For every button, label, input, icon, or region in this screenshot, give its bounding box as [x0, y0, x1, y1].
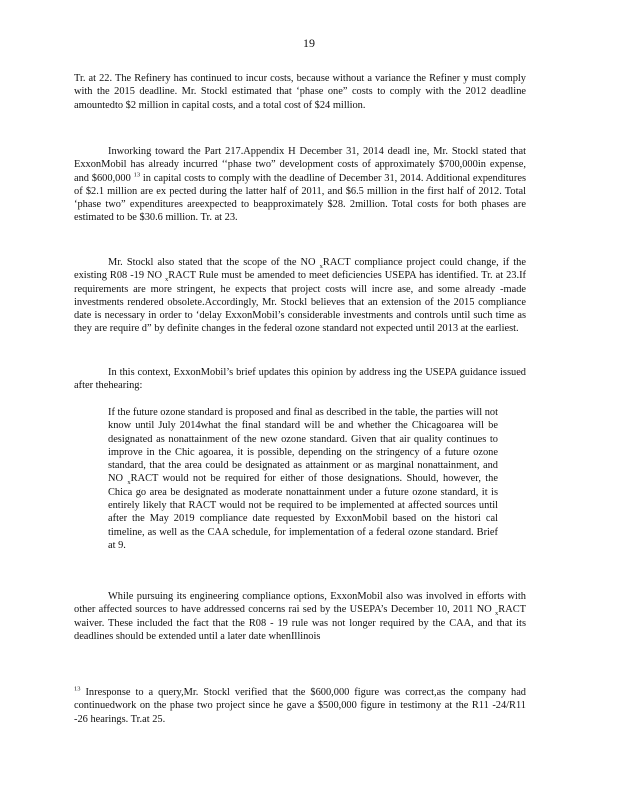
- subscript-x: x: [127, 479, 131, 487]
- paragraph-3-text-b: RACT compliance project could change, if the existing R08 -19 NO: [74, 257, 526, 282]
- paragraph-4: [74, 366, 526, 393]
- subscript-x: x: [495, 610, 499, 618]
- footnote-ref-13: 13: [133, 171, 141, 179]
- paragraph-3: [74, 256, 526, 336]
- paragraph-4-text: In this context, ExxonMobil’s brief updates this opinion by address ing the USEPA guidance issued after thehearing:: [74, 367, 526, 392]
- block-quote-text-b: RACT would not be required for either of those designations. Should, however, the Chica go area be designated as moderate nonattainment under a future ozone standard, it is entirely likely that RACT would not be required to be implemented at affected sources until after the May 2019 compliance date requested by ExxonMobil based on the histori cal timeline, as well as the CAA schedule, for implementation of a federal ozone standard. Brief at 9.: [108, 473, 498, 551]
- footnote-text: Inresponse to a query,Mr. Stockl verified that the $600,000 figure was correct,as the company had continuedwork on the phase two project since he gave a $500,000 figure in testimony at the R11 -24/R11 -26 hearings. Tr.at 25.: [74, 687, 526, 725]
- paragraph-5-text-a: While pursuing its engineering compliance options, ExxonMobil also was involved in efforts with other affected sources to have addressed concerns rai sed by the USEPA’s December 10, 2011 NO: [74, 591, 526, 616]
- subscript-x: x: [165, 276, 169, 284]
- paragraph-2-text-b: in capital costs to comply with the deadline of December 31, 2014. Additional expenditures of $2.1 million are ex pected during the latter half of 2011, and $6.5 million in the first half of 2012. Total ‘phase two” expenditures areexpected to beapproximately $28. 2million. Total costs for both phases are estimated to be $30.6 million. Tr. at 23.: [74, 172, 526, 224]
- paragraph-5-text-b: RACT waiver. These included the fact that the R08 - 19 rule was not longer required by the CAA, and that its deadlines should be extended until a later date whenIllinois: [74, 604, 526, 642]
- block-quote: [108, 406, 498, 552]
- paragraph-2-text-a: Inworking toward the Part 217.Appendix H December 31, 2014 deadl ine, Mr. Stockl stated that ExxonMobil has already incurred ‘‘phase two” development costs of approximately $700,000in expense, and $600,000: [74, 146, 526, 184]
- footnote-13: [74, 686, 526, 726]
- block-quote-text-a: If the future ozone standard is proposed and final as described in the table, the parties will not know until July 2014what the final standard will be and whether the Chicagoarea will be designated as nonattainment of the new ozone standard. Given that air quality continues to improve in the Chic agoarea, it is possible, depending on the stringency of a future ozone standard, that the area could be designated as attainment or as marginal nonattainment, and NO: [108, 407, 498, 485]
- page-number: 19: [303, 36, 315, 50]
- paragraph-5: [74, 590, 526, 643]
- paragraph-1: [74, 72, 526, 112]
- paragraph-1-text: Tr. at 22. The Refinery has continued to incur costs, because without a variance the Refiner y must comply with the 2015 deadline. Mr. Stockl estimated that ‘phase one” costs to comply with the 2012 deadline amountedto $2 million in capital costs, and a total cost of $24 million.: [74, 73, 526, 111]
- footnote-number: 13: [74, 685, 81, 693]
- paragraph-3-text-a: Mr. Stockl also stated that the scope of the NO: [108, 257, 320, 268]
- subscript-x: x: [319, 263, 323, 271]
- paragraph-2: [74, 145, 526, 225]
- paragraph-3-text-c: RACT Rule must be amended to meet deficiencies USEPA has identified. Tr. at 23.If requirements are more stringent, he expects that project costs will incre ase, and some already -made investments rendered obsolete.Accordingly, Mr. Stockl believes that an extension of the 2015 compliance date is necessary in order to ‘delay ExxonMobil’s considerable investments and controls until such time as they are require d” by definite changes in the federal ozone standard not expected until 2013 at the earliest.: [74, 270, 526, 335]
